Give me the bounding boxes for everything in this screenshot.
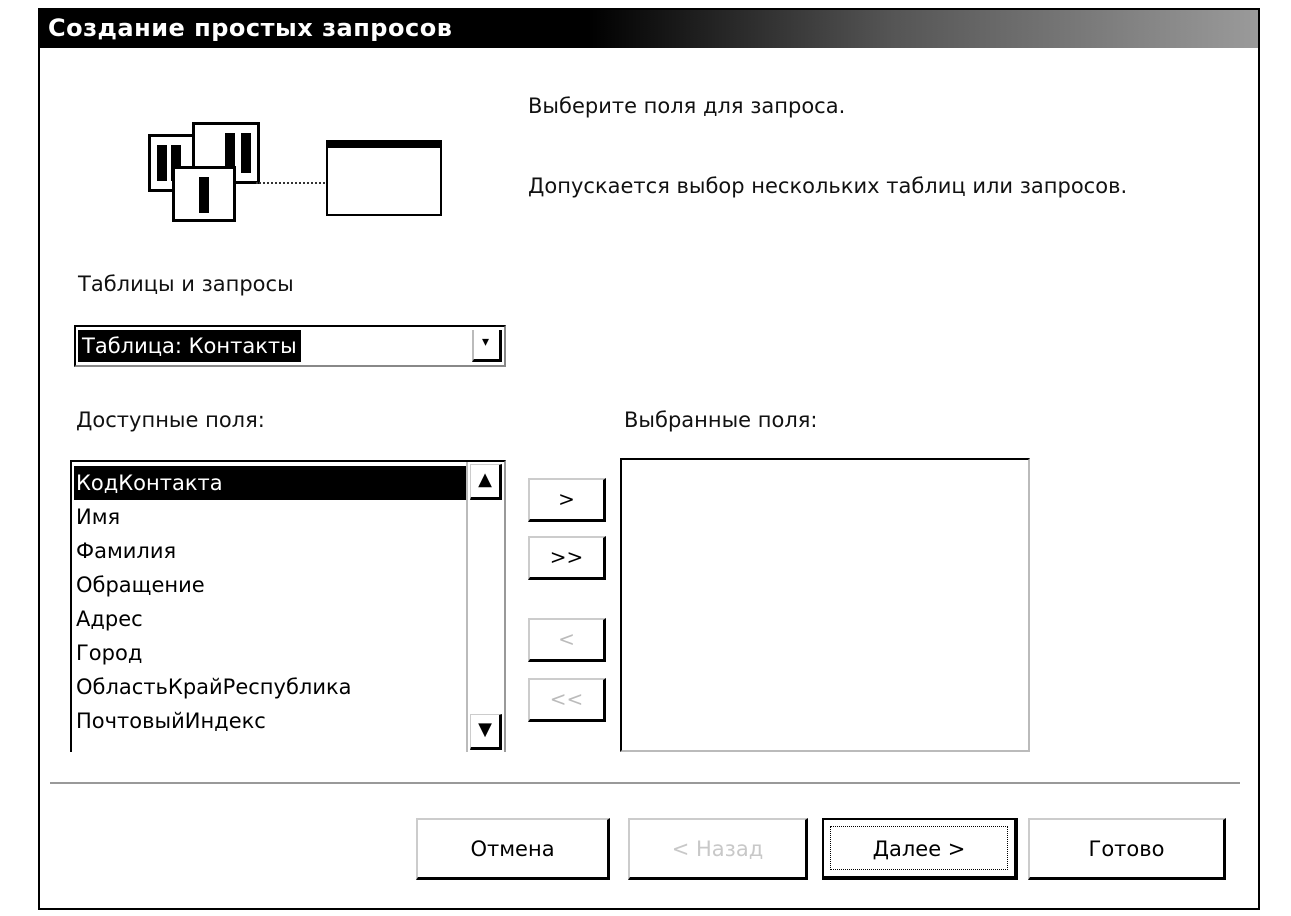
tables-queries-combobox[interactable] [74, 325, 506, 367]
list-item[interactable]: КодКонтакта [74, 466, 466, 500]
available-fields-label: Доступные поля: [76, 408, 265, 432]
next-button-label: Далее > [830, 826, 1008, 870]
finish-button[interactable]: Готово [1028, 818, 1226, 880]
arrow-up-icon: ▲ [478, 469, 492, 490]
title-bar[interactable] [40, 10, 1258, 48]
arrow-down-icon: ▼ [478, 719, 492, 740]
selected-fields-list[interactable] [620, 458, 1030, 752]
list-item[interactable]: ОбластьКрайРеспублика [76, 675, 352, 699]
list-item[interactable]: Имя [76, 505, 121, 529]
remove-all-fields-button[interactable]: << [528, 678, 606, 722]
add-field-button[interactable]: > [528, 478, 606, 522]
window-title: Создание простых запросов [48, 14, 453, 42]
add-all-fields-button[interactable]: >> [528, 536, 606, 580]
available-fields-items [74, 466, 466, 738]
scroll-down-button[interactable] [470, 714, 502, 750]
chevron-down-icon: ▾ [482, 334, 490, 350]
wizard-illustration-icon [148, 122, 478, 232]
intro-text-1: Выберите поля для запроса. [528, 94, 846, 118]
tables-queries-label: Таблицы и запросы [78, 272, 294, 296]
remove-field-button[interactable]: < [528, 618, 606, 662]
combobox-dropdown-button[interactable] [472, 330, 502, 362]
back-button[interactable]: < Назад [628, 818, 808, 880]
selected-fields-label: Выбранные поля: [624, 408, 818, 432]
footer-divider [50, 782, 1240, 784]
available-fields-scrollbar[interactable] [466, 462, 504, 752]
intro-text-2: Допускается выбор нескольких таблиц или запросов. [528, 174, 1128, 198]
list-item[interactable]: Обращение [76, 573, 205, 597]
next-button[interactable] [822, 818, 1018, 880]
list-item[interactable]: Фамилия [76, 539, 177, 563]
list-item[interactable]: Адрес [76, 607, 143, 631]
combobox-selected-value: Таблица: Контакты [78, 330, 301, 362]
available-fields-list[interactable] [70, 460, 506, 752]
list-item[interactable]: ПочтовыйИндекс [76, 709, 266, 733]
scroll-up-button[interactable] [470, 464, 502, 500]
list-item[interactable]: Город [76, 641, 143, 665]
cancel-button[interactable]: Отмена [416, 818, 610, 880]
